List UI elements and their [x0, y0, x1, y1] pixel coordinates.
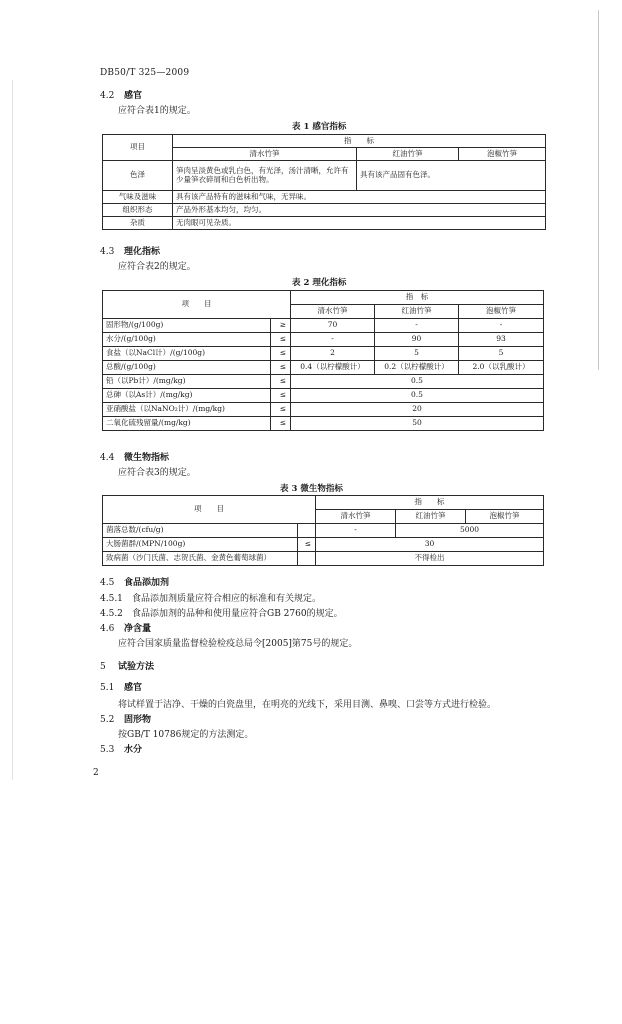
section-heading: 4.3 理化指标 [100, 247, 161, 257]
scan-artifact-line [598, 10, 599, 370]
table-row [103, 417, 544, 431]
table-header-cell: 指 标 [173, 135, 546, 148]
table-row [103, 161, 546, 191]
table-cell: 水分/(g/100g) [103, 333, 271, 347]
table-cell [298, 524, 316, 538]
table-header-cell: 项 目 [103, 496, 316, 524]
section-text: 应符合表2的规定。 [118, 262, 196, 272]
table-row [103, 319, 544, 333]
table-cell: 具有该产品固有色泽。 [357, 161, 546, 191]
table-header-cell: 指 标 [291, 291, 544, 305]
table-cell: 不得检出 [316, 552, 544, 566]
section-heading: 5.3 水分 [100, 745, 143, 755]
table-cell [298, 552, 316, 566]
table-cell: 5 [459, 347, 544, 361]
table-header-cell: 泡椒竹笋 [466, 510, 544, 524]
table-cell: 食盐（以NaCl计）/(g/100g) [103, 347, 271, 361]
page-number: 2 [93, 768, 99, 778]
table-cell: 杂质 [103, 217, 173, 230]
section-text: 按GB/T 10786规定的方法测定。 [118, 730, 254, 740]
table-row [103, 375, 544, 389]
table-cell: 5000 [396, 524, 544, 538]
table-cell: 0.4（以柠檬酸计） [291, 361, 375, 375]
table-row [103, 347, 544, 361]
table-cell: 总砷（以As计）/(mg/kg) [103, 389, 271, 403]
table-header-cell: 项目 [103, 135, 173, 161]
table-cell: 5 [375, 347, 459, 361]
section-heading: 5.1 感官 [100, 683, 143, 693]
section-text: 将试样置于洁净、干燥的白瓷盘里，在明亮的光线下，采用目测、鼻嗅、口尝等方式进行检验。 [118, 700, 497, 710]
table-cell: - [375, 319, 459, 333]
table-caption: 表 1 感官指标 [292, 122, 347, 132]
table-cell: 菌落总数/(cfu/g) [103, 524, 298, 538]
table-cell: 致病菌（沙门氏菌、志贺氏菌、金黄色葡萄球菌） [103, 552, 298, 566]
microbiological-table [102, 495, 544, 566]
table-cell: ≤ [271, 417, 291, 431]
table-header-cell: 红油竹笋 [396, 510, 466, 524]
table-cell: ≤ [271, 361, 291, 375]
sensory-table [102, 134, 546, 230]
table-cell: 无肉眼可见杂质。 [173, 217, 546, 230]
table-cell: 产品外形基本均匀，均匀。 [173, 204, 546, 217]
table-row [103, 361, 544, 375]
table-cell: 二氧化硫残留量/(mg/kg) [103, 417, 271, 431]
table-header-cell: 清水竹笋 [173, 148, 357, 161]
table-cell: 0.5 [291, 375, 544, 389]
table-cell: 2 [291, 347, 375, 361]
table-cell: 0.5 [291, 389, 544, 403]
table-cell: 具有该产品特有的滋味和气味，无异味。 [173, 191, 546, 204]
table-row [103, 191, 546, 204]
table-cell: 笋肉呈淡黄色或乳白色，有光泽，汤汁清晰，允许有少量笋衣碎屑和白色析出物。 [173, 161, 357, 191]
table-cell: - [316, 524, 396, 538]
table-header-cell: 红油竹笋 [357, 148, 459, 161]
table-cell: - [291, 333, 375, 347]
table-cell: 2.0（以乳酸计） [459, 361, 544, 375]
table-cell: 50 [291, 417, 544, 431]
table-cell: 铅（以Pb计）/(mg/kg) [103, 375, 271, 389]
table-row [103, 204, 546, 217]
table-cell: ≤ [271, 403, 291, 417]
physicochemical-table [102, 290, 544, 431]
table-cell: 93 [459, 333, 544, 347]
table-caption: 表 3 微生物指标 [280, 484, 343, 494]
section-heading: 4.5 食品添加剂 [100, 578, 170, 588]
table-cell: 70 [291, 319, 375, 333]
scan-artifact-line [12, 80, 13, 780]
table-cell: 固形物/(g/100g) [103, 319, 271, 333]
table-header-cell: 清水竹笋 [291, 305, 375, 319]
table-cell: ≥ [271, 319, 291, 333]
table-cell: 亚硝酸盐（以NaNO₂计）/(mg/kg) [103, 403, 271, 417]
table-row [103, 524, 544, 538]
chapter-heading: 5 试验方法 [100, 662, 155, 672]
table-cell: 20 [291, 403, 544, 417]
table-cell: 组织形态 [103, 204, 173, 217]
table-caption: 表 2 理化指标 [292, 278, 347, 288]
table-header-cell: 红油竹笋 [375, 305, 459, 319]
section-heading: 4.2 感官 [100, 91, 143, 101]
table-header-cell: 清水竹笋 [316, 510, 396, 524]
section-text: 应符合国家质量监督检验检疫总局令[2005]第75号的规定。 [118, 639, 358, 649]
table-cell: 30 [316, 538, 544, 552]
table-row [103, 217, 546, 230]
section-heading: 5.2 固形物 [100, 715, 152, 725]
section-text: 4.5.2 食品添加剂的品种和使用量应符合GB 2760的规定。 [100, 609, 343, 619]
table-cell: 色泽 [103, 161, 173, 191]
table-cell: ≤ [271, 347, 291, 361]
table-cell: 90 [375, 333, 459, 347]
table-row [103, 538, 544, 552]
table-header-cell: 泡椒竹笋 [459, 305, 544, 319]
standard-code-header: DB50/T 325—2009 [100, 68, 190, 78]
section-heading: 4.4 微生物指标 [100, 453, 170, 463]
table-row [103, 333, 544, 347]
table-row [103, 403, 544, 417]
table-row [103, 552, 544, 566]
table-cell: 大肠菌群/(MPN/100g) [103, 538, 298, 552]
table-cell: 0.2（以柠檬酸计） [375, 361, 459, 375]
table-cell: ≤ [271, 333, 291, 347]
section-text: 应符合表1的规定。 [118, 106, 196, 116]
table-cell: ≤ [271, 375, 291, 389]
section-text: 应符合表3的规定。 [118, 468, 196, 478]
table-header-cell: 指 标 [316, 496, 544, 510]
section-heading: 4.6 净含量 [100, 624, 152, 634]
table-cell: ≤ [298, 538, 316, 552]
table-cell: ≤ [271, 389, 291, 403]
table-row [103, 389, 544, 403]
table-header-cell: 项 目 [103, 291, 291, 319]
table-header-cell: 泡椒竹笋 [459, 148, 546, 161]
section-text: 4.5.1 食品添加剂质量应符合相应的标准和有关规定。 [100, 594, 322, 604]
table-cell: - [459, 319, 544, 333]
table-cell: 总酸/(g/100g) [103, 361, 271, 375]
table-cell: 气味及滋味 [103, 191, 173, 204]
